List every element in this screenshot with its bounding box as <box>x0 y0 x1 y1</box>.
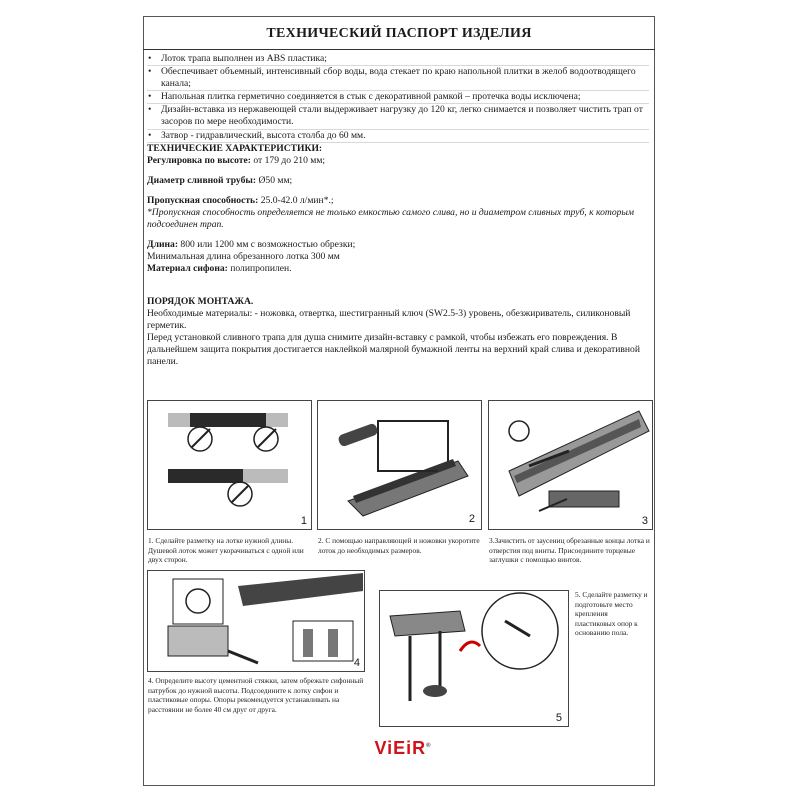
spec-note: *Пропускная способность определяется не только емкостью самого слива, но и диаметром сливных труб, к которым подсоединен трап. <box>147 207 635 231</box>
feature-item: • Напольная плитка герметично соединяется в стык с декоративной рамкой – протечка воды исключена; <box>147 91 649 104</box>
spec-material: Материал сифона: полипропилен. <box>147 263 292 275</box>
channel-marking-icon <box>148 401 312 530</box>
step-4-caption: 4. Определите высоту цементной стяжки, затем обрежьте сифонный патрубок до нужной высоты. Подсоедините к лотку сифон и пластиковые опоры. Опоры рекомендуется устанавливать на расстоянии не более 40 см друг от друга. <box>148 676 364 714</box>
step-1-caption: 1. Сделайте разметку на лотке нужной длины. Душевой лоток может укорачиваться с одной или двух сторон. <box>148 536 304 565</box>
mounting-before: Перед установкой сливного трапа для душа снимите дизайн-вставку с рамкой, чтобы избежать его повреждения. В дальнейшем защита покрытия достигается наклейкой малярной бумажной ленты на верхний край слива и декоративной панели. <box>147 331 640 367</box>
feature-item: • Лоток трапа выполнен из ABS пластика; <box>147 53 649 66</box>
step-4-illustration <box>147 570 365 672</box>
step-2-illustration <box>317 400 482 530</box>
step-1-number: 1 <box>300 515 307 527</box>
feature-list <box>147 53 649 143</box>
text-content <box>147 53 649 368</box>
step-3-illustration <box>488 400 653 530</box>
hacksaw-icon <box>318 401 482 530</box>
specs-heading: ТЕХНИЧЕСКИЕ ХАРАКТЕРИСТИКИ: <box>147 142 323 154</box>
step-5-caption: 5. Сделайте разметку и подготовьте место крепления пластиковых опор к основанию пола. <box>575 590 648 638</box>
feature-item: • Обеспечивает объемный, интенсивный сбор воды, вода стекает по краю напольной плитки в желоб водоотводящего канала; <box>147 66 649 91</box>
step-3-caption: 3.Зачистить от заусениц обрезанные концы лотка и отверстия под винты. Присоедините торцевые заглушки с помощью винтов. <box>489 536 650 565</box>
end-cap-screw-icon <box>489 401 653 530</box>
feature-item: • Затвор - гидравлический, высота столба до 60 мм. <box>147 130 649 143</box>
step-5-illustration <box>379 590 569 727</box>
feature-item: • Дизайн-вставка из нержавеющей стали выдерживает нагрузку до 120 кг, легко снимается и позволяет чистить трап от засоров по мере необходимости. <box>147 104 649 129</box>
spec-length: Длина: 800 или 1200 мм с возможностью обрезки; <box>147 239 356 251</box>
step-2-number: 2 <box>468 513 475 525</box>
mounting-heading: ПОРЯДОК МОНТАЖА. <box>147 295 254 307</box>
brand-logo: ViEiR® <box>374 738 432 758</box>
step-3-number: 3 <box>641 515 648 527</box>
spec-height: Регулировка по высоте: от 179 до 210 мм; <box>147 154 326 166</box>
spec-capacity: Пропускная способность: 25.0-42.0 л/мин*.; <box>147 194 334 206</box>
spec-pipe: Диаметр сливной трубы: Ø50 мм; <box>147 174 293 186</box>
page-title: ТЕХНИЧЕСКИЙ ПАСПОРТ ИЗДЕЛИЯ <box>266 26 532 41</box>
spec-min-length: Минимальная длина обрезанного лотка 300 мм <box>147 251 340 263</box>
step-2-caption: 2. С помощью направляющей и ножовки укоротите лоток до необходимых размеров. <box>318 536 480 555</box>
mounting-materials: Необходимые материалы: - ножовка, отвертка, шестигранный ключ (SW2.5-3) уровень, обезжириватель, силиконовый герметик. <box>147 307 631 331</box>
siphon-support-icon <box>148 571 365 672</box>
title-divider <box>143 49 655 50</box>
step-5-number: 5 <box>555 712 562 724</box>
step-4-number: 4 <box>353 657 360 669</box>
step-1-illustration <box>147 400 312 530</box>
floor-mounting-icon <box>380 591 569 727</box>
